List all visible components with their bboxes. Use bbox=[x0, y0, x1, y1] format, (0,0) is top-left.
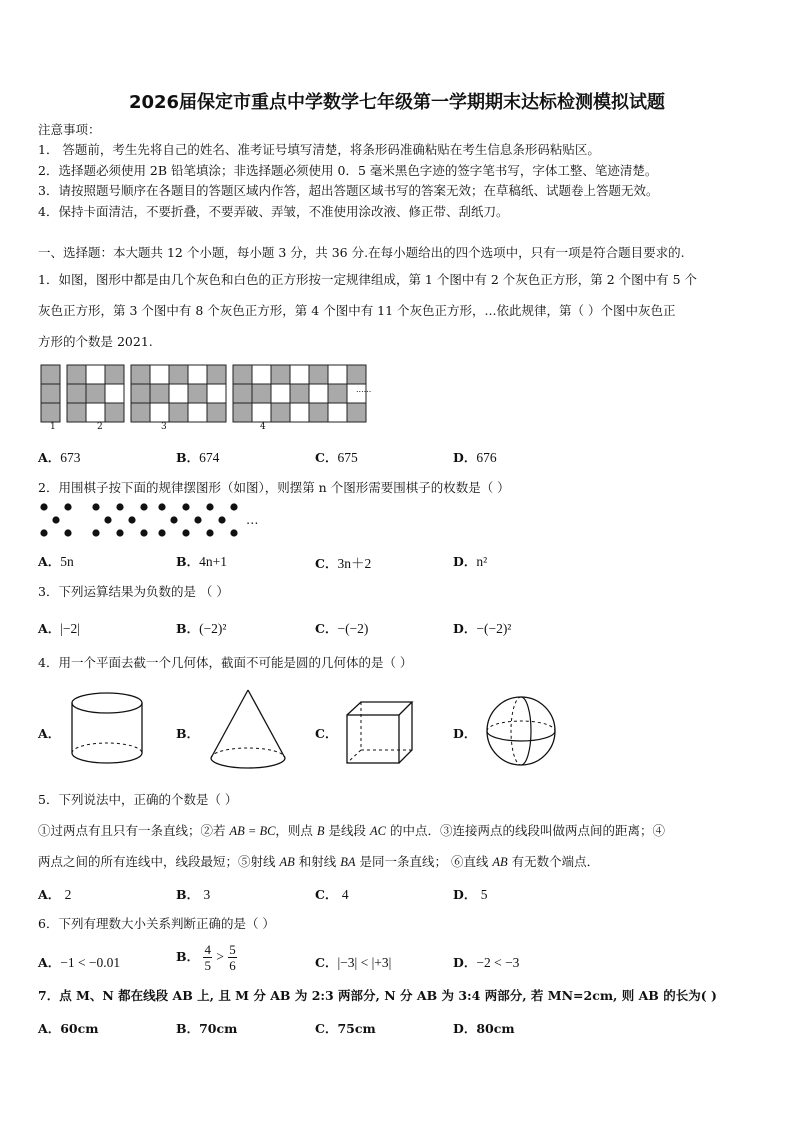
option-b[interactable]: B． 3 bbox=[176, 887, 211, 902]
figure-label: 1 bbox=[50, 422, 56, 432]
option-b[interactable]: B． $\frac{4}{5}$ > $\frac{5}{6}$ bbox=[176, 942, 236, 973]
pattern-square bbox=[41, 403, 60, 422]
pattern-square bbox=[150, 365, 169, 384]
pattern-square bbox=[67, 365, 86, 384]
question-1-line: 灰色正方形，第 3 个图中有 8 个灰色正方形，第 4 个图中有 11 个灰色正方形，...依此规律，第（ ）个图中灰色正 bbox=[38, 303, 676, 318]
cube-shape bbox=[344, 700, 416, 766]
option-d[interactable]: D．676 bbox=[453, 450, 497, 465]
go-stone bbox=[182, 503, 189, 510]
pattern-square bbox=[150, 384, 169, 403]
go-stone bbox=[230, 529, 237, 536]
question-3-text: 3．下列运算结果为负数的是 （ ） bbox=[38, 584, 229, 599]
go-stone bbox=[140, 529, 147, 536]
pattern-square bbox=[271, 384, 290, 403]
option-d[interactable]: D．−(−2)² bbox=[453, 621, 512, 636]
option-a[interactable]: A．60cm bbox=[38, 1021, 99, 1036]
option-b[interactable]: B．674 bbox=[176, 450, 220, 465]
q2-go-stones-figure bbox=[38, 503, 248, 539]
go-stone bbox=[206, 529, 213, 536]
fraction: $\frac{5}{6}$ bbox=[229, 942, 236, 973]
pattern-square bbox=[67, 384, 86, 403]
notice-item: 4．保持卡面清洁，不要折叠，不要弄破、弄皱，不准使用涂改液、修正带、刮纸刀。 bbox=[38, 204, 509, 219]
pattern-square bbox=[41, 384, 60, 403]
pattern-square bbox=[290, 384, 309, 403]
figure-label: 4 bbox=[260, 422, 266, 432]
sphere-shape bbox=[484, 694, 558, 768]
pattern-square bbox=[188, 384, 207, 403]
question-1-line: 方形的个数是 2021. bbox=[38, 334, 153, 349]
option-c[interactable]: C． 4 bbox=[315, 887, 349, 902]
go-stone bbox=[230, 503, 237, 510]
pattern-square bbox=[233, 365, 252, 384]
option-c[interactable]: C． bbox=[315, 726, 338, 741]
option-d[interactable]: D．−2 < −3 bbox=[453, 955, 520, 970]
notice-item: 2．选择题必须使用 2B 铅笔填涂；非选择题必须使用 0．5 毫米黑色字迹的签字笔书写，字体工整、笔迹清楚。 bbox=[38, 163, 658, 178]
question-5-line: ①过两点有且只有一条直线；②若 AB = BC，则点 B 是线段 AC 的中点．③连接两点的线段叫做两点间的距离；④ bbox=[38, 823, 665, 838]
pattern-square bbox=[252, 403, 271, 422]
option-c[interactable]: C．3n＋2 bbox=[315, 556, 372, 571]
go-stone bbox=[52, 516, 59, 523]
option-a[interactable]: A．5n bbox=[38, 554, 74, 569]
go-stone bbox=[158, 529, 165, 536]
go-stone bbox=[116, 503, 123, 510]
go-stone bbox=[64, 529, 71, 536]
question-5-text: 5．下列说法中，正确的个数是（ ） bbox=[38, 792, 238, 807]
pattern-square bbox=[169, 403, 188, 422]
pattern-square bbox=[41, 365, 60, 384]
pattern-square bbox=[105, 403, 124, 422]
cone-shape bbox=[208, 688, 288, 774]
option-c[interactable]: C．675 bbox=[315, 450, 358, 465]
go-stone bbox=[64, 503, 71, 510]
option-c[interactable]: C．75cm bbox=[315, 1021, 376, 1036]
pattern-square bbox=[290, 403, 309, 422]
pattern-square bbox=[309, 403, 328, 422]
option-a[interactable]: A．|−2| bbox=[38, 621, 80, 636]
option-c[interactable]: C．−(−2) bbox=[315, 621, 369, 636]
option-d[interactable]: D． 5 bbox=[453, 887, 488, 902]
pattern-square bbox=[207, 403, 226, 422]
go-stone bbox=[218, 516, 225, 523]
go-stone bbox=[140, 503, 147, 510]
pattern-square bbox=[328, 384, 347, 403]
pattern-square bbox=[309, 384, 328, 403]
option-d[interactable]: D．80cm bbox=[453, 1021, 515, 1036]
pattern-square bbox=[188, 365, 207, 384]
go-stone bbox=[170, 516, 177, 523]
go-stone bbox=[182, 529, 189, 536]
go-stone bbox=[92, 503, 99, 510]
pattern-square bbox=[347, 365, 366, 384]
pattern-square bbox=[169, 384, 188, 403]
pattern-square bbox=[207, 365, 226, 384]
pattern-square bbox=[252, 384, 271, 403]
pattern-square bbox=[169, 365, 188, 384]
question-5-line: 两点之间的所有连线中，线段最短；⑤射线 AB 和射线 BA 是同一条直线； ⑥直线 AB 有无数个端点． bbox=[38, 854, 600, 869]
page-title: 2026届保定市重点中学数学七年级第一学期期末达标检测模拟试题 bbox=[128, 92, 666, 113]
option-c[interactable]: C．|−3| < |+3| bbox=[315, 955, 392, 970]
pattern-square bbox=[86, 403, 105, 422]
option-b[interactable]: B．(−2)² bbox=[176, 621, 227, 636]
option-a[interactable]: A． 2 bbox=[38, 887, 72, 902]
question-7-text: 7．点 M、N 都在线段 AB 上, 且 M 分 AB 为 2:3 两部分, N 分 AB 为 3:4 两部分, 若 MN=2cm, 则 AB 的长为( ) bbox=[38, 988, 717, 1003]
option-a[interactable]: A．673 bbox=[38, 450, 81, 465]
go-stone bbox=[104, 516, 111, 523]
pattern-square bbox=[105, 365, 124, 384]
question-1-line: 1．如图，图形中都是由几个灰色和白色的正方形按一定规律组成，第 1 个图中有 2 个灰色正方形，第 2 个图中有 5 个 bbox=[38, 272, 698, 287]
pattern-square bbox=[290, 365, 309, 384]
figure-label: 3 bbox=[161, 422, 167, 432]
pattern-square bbox=[347, 403, 366, 422]
pattern-square bbox=[328, 365, 347, 384]
pattern-square bbox=[86, 384, 105, 403]
pattern-square bbox=[207, 384, 226, 403]
pattern-square bbox=[328, 403, 347, 422]
option-a[interactable]: A． bbox=[38, 726, 61, 741]
pattern-square bbox=[188, 403, 207, 422]
go-stone bbox=[116, 529, 123, 536]
option-a[interactable]: A．−1 < −0.01 bbox=[38, 955, 121, 970]
pattern-square bbox=[150, 403, 169, 422]
go-stone bbox=[92, 529, 99, 536]
notice-item: 1． 答题前，考生先将自己的姓名、准考证号填写清楚，将条形码准确粘贴在考生信息条形码粘贴区。 bbox=[38, 142, 600, 157]
question-6-text: 6．下列有理数大小关系判断正确的是（ ） bbox=[38, 916, 275, 931]
pattern-square bbox=[309, 365, 328, 384]
option-b[interactable]: B．70cm bbox=[176, 1021, 238, 1036]
figure-label: 2 bbox=[97, 422, 103, 432]
option-b[interactable]: B． bbox=[176, 726, 200, 741]
pattern-square bbox=[131, 384, 150, 403]
pattern-square bbox=[86, 365, 105, 384]
pattern-square bbox=[233, 403, 252, 422]
pattern-square bbox=[131, 365, 150, 384]
pattern-square bbox=[271, 365, 290, 384]
pattern-square bbox=[67, 403, 86, 422]
option-d[interactable]: D． bbox=[453, 726, 477, 741]
pattern-square bbox=[252, 365, 271, 384]
figure-ellipsis: … bbox=[246, 512, 259, 527]
go-stone bbox=[158, 503, 165, 510]
go-stone bbox=[40, 503, 47, 510]
pattern-square bbox=[233, 384, 252, 403]
go-stone bbox=[194, 516, 201, 523]
section-heading: 一、选择题：本大题共 12 个小题，每小题 3 分，共 36 分.在每小题给出的四个选项中，只有一项是符合题目要求的. bbox=[38, 245, 685, 260]
cylinder-shape bbox=[68, 690, 148, 770]
figure-ellipsis: ...... bbox=[356, 385, 372, 394]
go-stone bbox=[128, 516, 135, 523]
notice-heading: 注意事项： bbox=[38, 122, 101, 137]
pattern-square bbox=[271, 403, 290, 422]
question-4-text: 4．用一个平面去截一个几何体，截面不可能是圆的几何体的是（ ） bbox=[38, 655, 413, 670]
fraction: $\frac{4}{5}$ bbox=[204, 942, 211, 973]
go-stone bbox=[40, 529, 47, 536]
q1-pattern-figure bbox=[38, 362, 358, 436]
option-b[interactable]: B．4n+1 bbox=[176, 554, 227, 569]
pattern-square bbox=[131, 403, 150, 422]
question-2-text: 2．用围棋子按下面的规律摆图形（如图），则摆第 n 个图形需要围棋子的枚数是（ ） bbox=[38, 480, 510, 495]
notice-item: 3．请按照题号顺序在各题目的答题区域内作答，超出答题区域书写的答案无效；在草稿纸、试题卷上答题无效。 bbox=[38, 183, 659, 198]
option-d[interactable]: D．n² bbox=[453, 554, 488, 569]
go-stone bbox=[206, 503, 213, 510]
pattern-square bbox=[105, 384, 124, 403]
